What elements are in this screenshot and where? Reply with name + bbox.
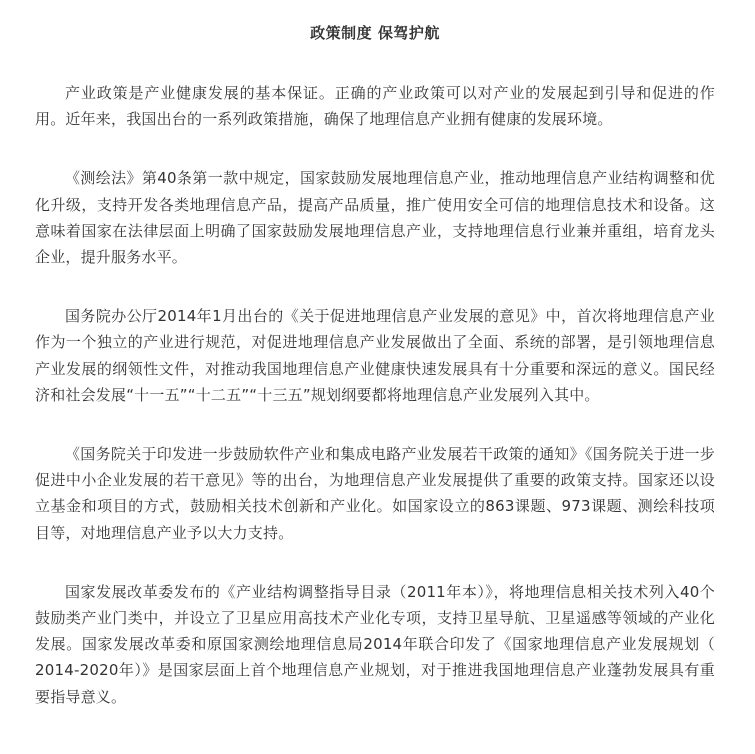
paragraph-2: 《测绘法》第40条第一款中规定，国家鼓励发展地理信息产业，推动地理信息产业结构调整和优化升级，支持开发各类地理信息产品，提高产品质量，推广使用安全可信的地理信息技术和设备。这意味着国家在法律层面上明确了国家鼓励发展地理信息产业，支持地理信息行业兼并重组，培育龙头企业，提升服务水平。 (35, 169, 715, 267)
paragraph-3: 国务院办公厅2014年1月出台的《关于促进地理信息产业发展的意见》中，首次将地理信息产业作为一个独立的产业进行规范，对促进地理信息产业发展做出了全面、系统的部署，是引领地理信息产业发展的纲领性文件，对推动我国地理信息产业健康快速发展具有十分重要和深远的意义。国民经济和社会发展“十一五”“十二五”“十三五”规划纲要都将地理信息产业发展列入其中。 (35, 307, 715, 404)
document-title: 政策制度 保驾护航 (310, 24, 440, 42)
paragraph-1: 产业政策是产业健康发展的基本保证。正确的产业政策可以对产业的发展起到引导和促进的作用。近年来，我国出台的一系列政策措施，确保了地理信息产业拥有健康的发展环境。 (35, 84, 715, 129)
paragraph-5: 国家发展改革委发布的《产业结构调整指导目录（2011年本）》，将地理信息相关技术列入40个鼓励类产业门类中，并设立了卫星应用高技术产业化专项，支持卫星导航、卫星遥感等领域的产业化发展。国家发展改革委和原国家测绘地理信息局2014年联合印发了《国家地理信息产业发展规划（ 2014-2020年）》是国家层面上首个地理信息产业规划，对于推进我国地理信息产业蓬勃发展具有重要指导意义。 (35, 582, 715, 706)
paragraph-4: 《国务院关于印发进一步鼓励软件产业和集成电路产业发展若干政策的通知》《国务院关于进一步促进中小企业发展的若干意见》等的出台，为地理信息产业发展提供了重要的政策支持。国家还以设立基金和项目的方式，鼓励相关技术创新和产业化。如国家设立的863课题、973课题、测绘科技项目等，对地理信息产业予以大力支持。 (35, 445, 715, 542)
